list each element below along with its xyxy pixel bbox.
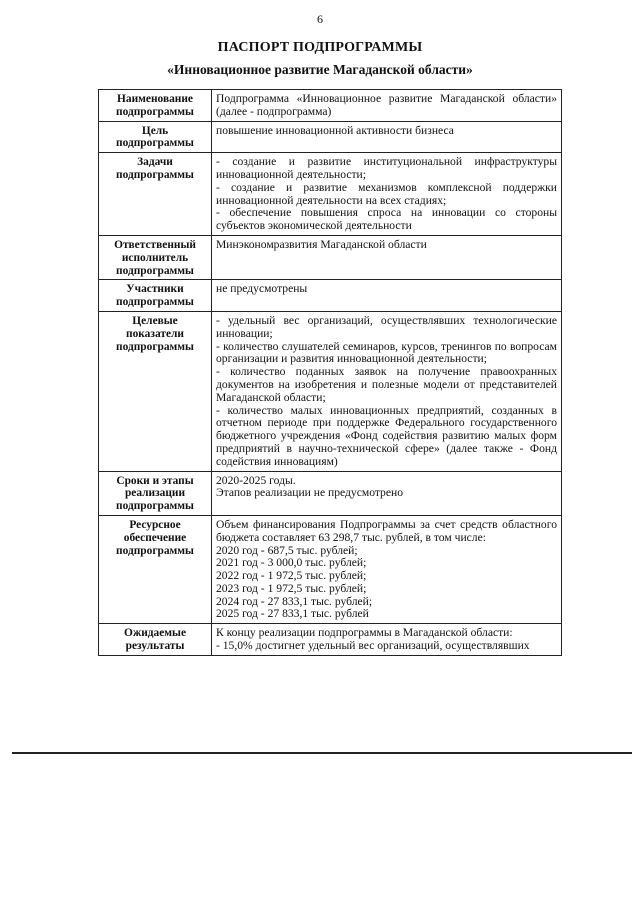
table-row xyxy=(99,515,562,623)
row-label: Наименование подпрограммы xyxy=(99,90,212,122)
document-subtitle: «Инновационное развитие Магаданской области» xyxy=(167,62,473,77)
value-line: не предусмотрены xyxy=(216,282,308,296)
value-line: 2020 год - 687,5 тыс. рублей; xyxy=(216,543,358,557)
table-row xyxy=(99,280,562,312)
row-value xyxy=(212,515,562,623)
value-line: - количество поданных заявок на получение правоохранных документов на изобретения и полезные модели от представителей Магаданской области; xyxy=(216,365,557,404)
value-line: 2023 год - 1 972,5 тыс. рублей; xyxy=(216,581,367,595)
value-line: - удельный вес организаций, осуществлявших технологические инновации; xyxy=(216,313,557,340)
row-value xyxy=(212,153,562,236)
row-label: Сроки и этапы реализации подпрограммы xyxy=(99,471,212,515)
value-line: 2025 год - 27 833,1 тыс. рублей xyxy=(216,607,369,621)
row-label: Ожидаемые результаты xyxy=(99,624,212,656)
value-line: Объем финансирования Подпрограммы за счет средств областного бюджета составляет 63 298,7 тыс. рублей, в том числе: xyxy=(216,517,557,544)
row-value xyxy=(212,624,562,656)
table-row xyxy=(99,121,562,153)
row-label: Цель подпрограммы xyxy=(99,121,212,153)
value-line: 2022 год - 1 972,5 тыс. рублей; xyxy=(216,569,367,583)
row-label: Задачи подпрограммы xyxy=(99,153,212,236)
row-value xyxy=(212,90,562,122)
document-title: ПАСПОРТ ПОДПРОГРАММЫ xyxy=(217,40,423,55)
table-row xyxy=(99,90,562,122)
value-line: - 15,0% достигнет удельный вес организаций, осуществлявших xyxy=(216,639,530,653)
row-value xyxy=(212,471,562,515)
row-label: Ответственный исполнитель подпрограммы xyxy=(99,235,212,279)
table-row xyxy=(99,624,562,656)
value-line: 2021 год - 3 000,0 тыс. рублей; xyxy=(216,556,367,570)
value-line: повышение инновационной активности бизнеса xyxy=(216,123,454,137)
value-line: 2024 год - 27 833,1 тыс. рублей; xyxy=(216,594,373,608)
page-break-line xyxy=(12,752,632,754)
value-line: - создание и развитие механизмов комплексной поддержки инновационной деятельности на всех стадиях; xyxy=(216,180,557,207)
table-row xyxy=(99,471,562,515)
value-line: - количество малых инновационных предприятий, созданных в отчетном периоде при поддержке Федерального государственного бюджетного учреждения «Фонд содействия развитию малых форм предприятий в научно-технической сфере» (далее также - Фонд содействия инновациям) xyxy=(216,403,557,468)
value-line: Этапов реализации не предусмотрено xyxy=(216,486,404,500)
value-line: 2020-2025 годы. xyxy=(216,473,296,487)
value-line: - создание и развитие институциональной инфраструктуры инновационной деятельности; xyxy=(216,155,557,181)
value-line: - обеспечение повышения спроса на инновации со стороны субъектов экономической деятельности xyxy=(216,206,557,233)
value-line: К концу реализации подпрограммы в Магаданской области: xyxy=(216,626,513,640)
page-number: 6 xyxy=(317,12,323,26)
value-line: - количество слушателей семинаров, курсов, тренингов по вопросам организации и развития инновационной деятельности; xyxy=(216,339,557,366)
passport-table xyxy=(98,89,562,656)
row-label: Целевые показатели подпрограммы xyxy=(99,311,212,471)
table-row xyxy=(99,153,562,236)
row-value xyxy=(212,121,562,153)
row-value xyxy=(212,280,562,312)
table-row xyxy=(99,311,562,471)
value-line: Подпрограмма «Инновационное развитие Магаданской области» (далее - подпрограмма) xyxy=(216,92,557,118)
row-label: Участники подпрограммы xyxy=(99,280,212,312)
table-row xyxy=(99,235,562,279)
row-value xyxy=(212,235,562,279)
row-label: Ресурсное обеспечение подпрограммы xyxy=(99,515,212,623)
row-value xyxy=(212,311,562,471)
value-line: Минэкономразвития Магаданской области xyxy=(216,237,427,251)
